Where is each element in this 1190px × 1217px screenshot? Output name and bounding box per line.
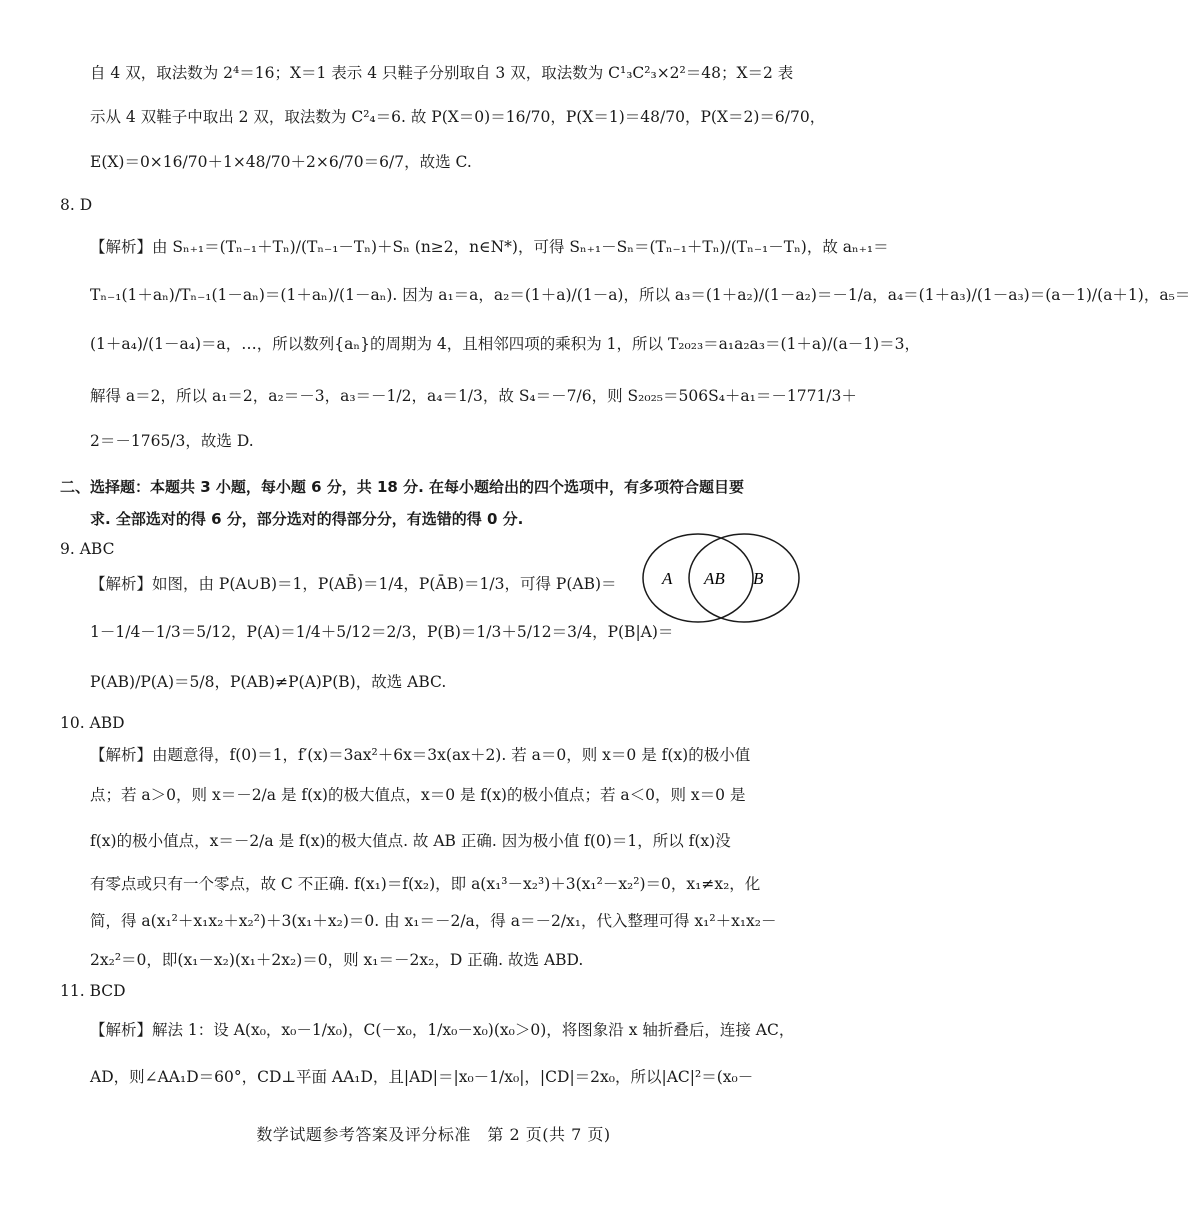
text-line: 示从 4 双鞋子中取出 2 双，取法数为 C²₄＝6. 故 P(X＝0)＝16/70，P(X＝1)＝48/70，P(X＝2)＝6/70， (90, 108, 826, 126)
text-line: P(AB)/P(A)＝5/8，P(AB)≠P(A)P(B)，故选 ABC. (90, 673, 447, 691)
venn-label-b: B (753, 569, 764, 588)
question-number: 9. ABC (60, 540, 115, 558)
text-line: 解得 a＝2，所以 a₁＝2，a₂＝－3，a₃＝－1/2，a₄＝1/3，故 S₄＝－7/6，则 S₂₀₂₅＝506S₄＋a₁＝－1771/3＋ (90, 387, 857, 405)
analysis-line: 【解析】如图，由 P(A∪B)＝1，P(AB̄)＝1/4，P(ĀB)＝1/3，可得 P(AB)＝ (90, 575, 617, 593)
text-line: AD，则∠AA₁D＝60°，CD⊥平面 AA₁D，且|AD|＝|x₀－1/x₀|，|CD|＝2x₀，所以|AC|²＝(x₀－ (90, 1068, 754, 1086)
venn-diagram (640, 530, 802, 626)
question-number: 10. ABD (60, 714, 125, 732)
analysis-line: 【解析】解法 1：设 A(x₀，x₀－1/x₀)，C(－x₀，1/x₀－x₀)(x₀＞0)，将图象沿 x 轴折叠后，连接 AC， (90, 1021, 795, 1039)
analysis-line: 【解析】由 Sₙ₊₁＝(Tₙ₋₁＋Tₙ)/(Tₙ₋₁－Tₙ)＋Sₙ (n≥2，n∈N*)，可得 Sₙ₊₁－Sₙ＝(Tₙ₋₁＋Tₙ)/(Tₙ₋₁－Tₙ)，故 aₙ₊₁＝ (90, 238, 889, 256)
text-line: f(x)的极小值点，x＝－2/a 是 f(x)的极大值点. 故 AB 正确. 因为极小值 f(0)＝1，所以 f(x)没 (90, 832, 731, 850)
text-line: 2x₂²＝0，即(x₁－x₂)(x₁＋2x₂)＝0，则 x₁＝－2x₂，D 正确. 故选 ABD. (90, 951, 584, 969)
question-number: 8. D (60, 196, 93, 214)
text-line: (1＋a₄)/(1－a₄)＝a，…，所以数列{aₙ}的周期为 4，且相邻四项的乘积为 1，所以 T₂₀₂₃＝a₁a₂a₃＝(1＋a)/(a－1)＝3， (90, 335, 920, 353)
section-heading-cont: 求. 全部选对的得 6 分，部分选对的得部分分，有选错的得 0 分. (90, 510, 524, 528)
venn-label-ab: AB (704, 569, 725, 588)
page-footer: 数学试题参考答案及评分标准 第 2 页(共 7 页) (256, 1125, 611, 1144)
text-line: Tₙ₋₁(1＋aₙ)/Tₙ₋₁(1－aₙ)＝(1＋aₙ)/(1－aₙ). 因为 a₁＝a，a₂＝(1＋a)/(1－a)，所以 a₃＝(1＋a₂)/(1－a₂)＝－1/a，a₄＝(1＋a₃)/(1－a₃)＝(a－1)/(a＋1)，a₅＝ (90, 286, 1190, 304)
analysis-line: 【解析】由题意得，f(0)＝1，f′(x)＝3ax²＋6x＝3x(ax＋2). 若 a＝0，则 x＝0 是 f(x)的极小值 (90, 746, 751, 764)
text-line: 简，得 a(x₁²＋x₁x₂＋x₂²)＋3(x₁＋x₂)＝0. 由 x₁＝－2/a，得 a＝－2/x₁，代入整理可得 x₁²＋x₁x₂－ (90, 912, 777, 930)
text-line: E(X)＝0×16/70＋1×48/70＋2×6/70＝6/7，故选 C. (90, 153, 472, 171)
section-heading: 二、选择题：本题共 3 小题，每小题 6 分，共 18 分. 在每小题给出的四个选项中，有多项符合题目要 (60, 478, 745, 496)
text-line: 2＝－1765/3，故选 D. (90, 432, 254, 450)
text-line: 1－1/4－1/3＝5/12，P(A)＝1/4＋5/12＝2/3，P(B)＝1/3＋5/12＝3/4，P(B|A)＝ (90, 623, 674, 641)
venn-label-a: A (662, 569, 673, 588)
text-line: 自 4 双，取法数为 2⁴＝16；X＝1 表示 4 只鞋子分别取自 3 双，取法数为 C¹₃C²₃×2²＝48；X＝2 表 (90, 64, 794, 82)
text-line: 点；若 a＞0，则 x＝－2/a 是 f(x)的极大值点，x＝0 是 f(x)的极小值点；若 a＜0，则 x＝0 是 (90, 786, 746, 804)
text-line: 有零点或只有一个零点，故 C 不正确. f(x₁)＝f(x₂)，即 a(x₁³－x₂³)＋3(x₁²－x₂²)＝0，x₁≠x₂，化 (90, 875, 761, 893)
question-number: 11. BCD (60, 982, 126, 1000)
